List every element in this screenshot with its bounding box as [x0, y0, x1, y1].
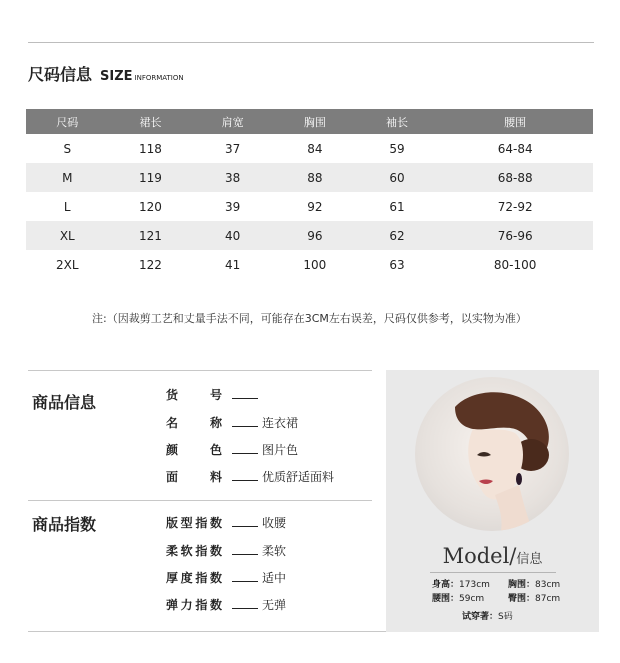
table-cell: 88	[273, 163, 357, 192]
header-sleeve: 袖长	[357, 109, 438, 134]
header-length: 裙长	[109, 109, 193, 134]
product-info-value: 优质舒适面料	[262, 470, 335, 484]
product-index-label: 弹力指数	[166, 596, 258, 613]
table-cell: 96	[273, 221, 357, 250]
model-height: 身高：173cm	[432, 580, 490, 590]
header-waist: 腰围	[437, 109, 593, 134]
top-divider	[28, 42, 594, 43]
size-info-title	[28, 62, 184, 85]
model-title-cn: 信息	[516, 552, 543, 567]
table-row	[26, 134, 593, 163]
table-row	[26, 221, 593, 250]
table-cell: S	[26, 134, 109, 163]
size-table-header	[26, 109, 593, 134]
table-cell: 84	[273, 134, 357, 163]
product-index-label: 版型指数	[166, 514, 258, 531]
product-info-title: 商品信息	[32, 393, 97, 412]
table-cell: 37	[192, 134, 273, 163]
table-cell: L	[26, 192, 109, 221]
blank-line	[232, 571, 258, 582]
product-index-label: 柔软指数	[166, 542, 258, 559]
product-index-value: 无弹	[262, 598, 287, 612]
model-portrait-illustration	[415, 377, 569, 531]
blank-line	[232, 470, 258, 481]
size-table	[26, 109, 593, 279]
section-divider-top	[28, 370, 372, 371]
model-bust: 胸围：83cm	[508, 580, 561, 590]
product-info-value: 连衣裙	[262, 416, 299, 430]
table-cell: 121	[109, 221, 193, 250]
table-row	[26, 192, 593, 221]
table-cell: 68-88	[437, 163, 593, 192]
model-title	[386, 544, 599, 568]
product-index-value: 适中	[262, 571, 287, 585]
header-shoulder: 肩宽	[192, 109, 273, 134]
table-cell: 40	[192, 221, 273, 250]
blank-line	[232, 443, 258, 454]
blank-line	[232, 388, 258, 399]
model-hip: 臀围：87cm	[508, 594, 561, 604]
size-note: 注:（因裁剪工艺和丈量手法不同，可能存在3CM左右误差，尺码仅供参考，以实物为准）	[92, 312, 527, 325]
table-row	[26, 250, 593, 279]
product-index-label: 厚度指数	[166, 569, 258, 586]
model-title-en: Model/	[442, 544, 517, 568]
table-cell: 41	[192, 250, 273, 279]
header-bust: 胸围	[273, 109, 357, 134]
model-waist: 腰围：59cm	[432, 594, 485, 604]
table-cell: 38	[192, 163, 273, 192]
blank-line	[232, 598, 258, 609]
table-cell: 100	[273, 250, 357, 279]
title-en: SIZE	[100, 69, 133, 84]
product-info-label: 面 料	[166, 468, 258, 485]
blank-line	[232, 544, 258, 555]
table-cell: 72-92	[437, 192, 593, 221]
section-divider-middle	[28, 500, 372, 501]
title-en-sub: INFORMATION	[134, 74, 184, 82]
table-cell: 120	[109, 192, 193, 221]
table-cell: 80-100	[437, 250, 593, 279]
model-portrait-image	[415, 377, 569, 531]
table-cell: 59	[357, 134, 438, 163]
table-cell: 60	[357, 163, 438, 192]
table-cell: 118	[109, 134, 193, 163]
product-index-title: 商品指数	[32, 515, 97, 534]
product-index-value: 柔软	[262, 544, 287, 558]
model-panel	[386, 370, 599, 632]
product-index-value: 收腰	[262, 516, 287, 530]
table-cell: 63	[357, 250, 438, 279]
model-tried-size: 试穿著：S码	[462, 612, 513, 622]
table-cell: 119	[109, 163, 193, 192]
header-size: 尺码	[26, 109, 109, 134]
table-cell: 122	[109, 250, 193, 279]
table-cell: 2XL	[26, 250, 109, 279]
table-row	[26, 163, 593, 192]
blank-line	[232, 516, 258, 527]
table-cell: 92	[273, 192, 357, 221]
product-info-value: 图片色	[262, 443, 299, 457]
table-cell: 76-96	[437, 221, 593, 250]
blank-line	[232, 416, 258, 427]
title-cn: 尺码信息	[28, 65, 93, 84]
table-cell: 62	[357, 221, 438, 250]
table-cell: 39	[192, 192, 273, 221]
product-info-label: 颜 色	[166, 441, 258, 458]
product-info-label: 货 号	[166, 386, 258, 403]
table-cell: 61	[357, 192, 438, 221]
table-cell: M	[26, 163, 109, 192]
product-info-label: 名 称	[166, 414, 258, 431]
table-cell: XL	[26, 221, 109, 250]
table-cell: 64-84	[437, 134, 593, 163]
model-divider	[430, 572, 556, 573]
